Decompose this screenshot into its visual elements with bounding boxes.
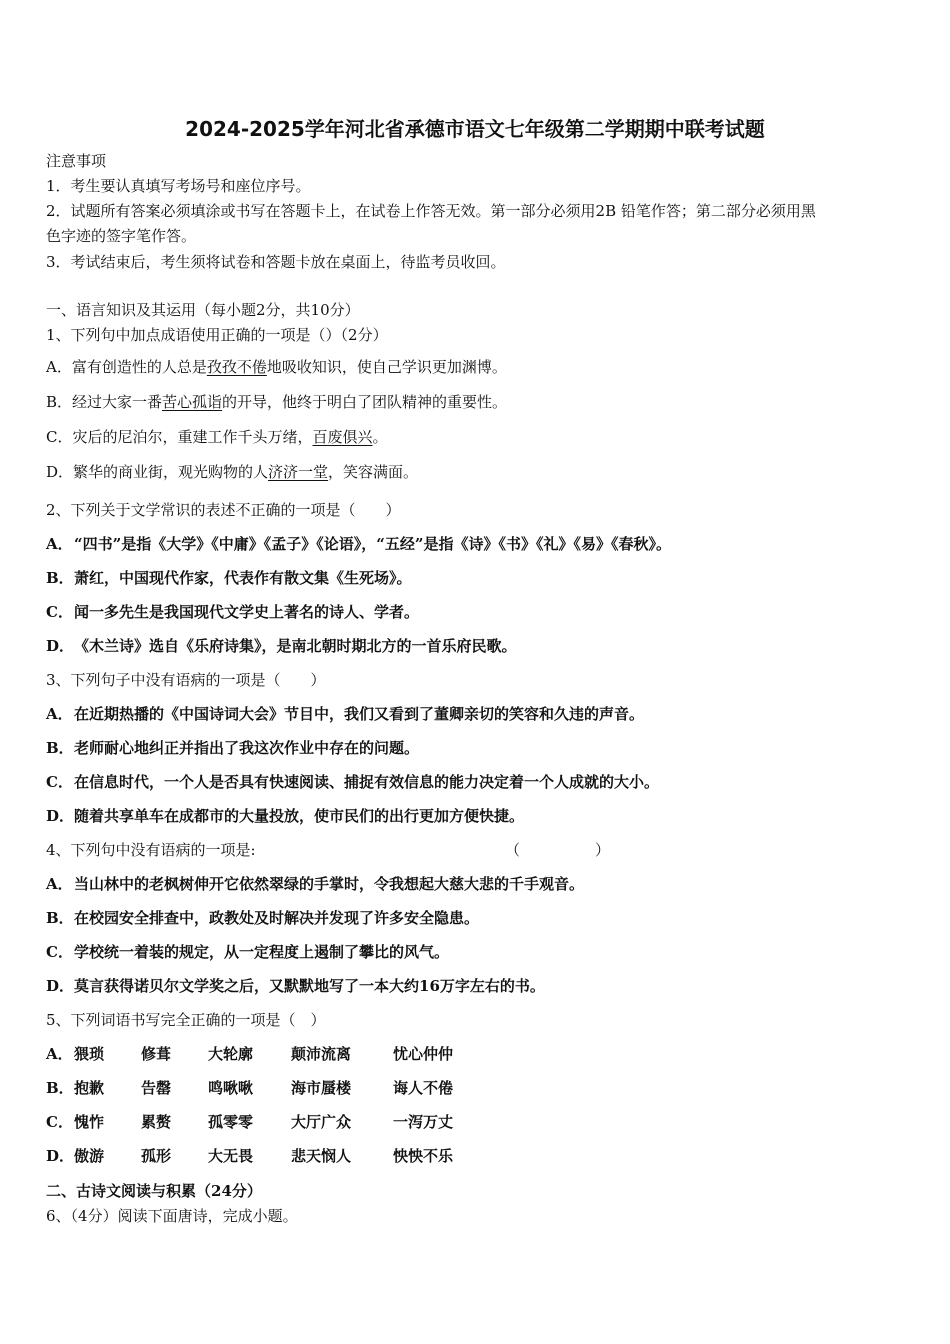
- q2-option: [46, 567, 412, 589]
- word: 孤形: [141, 1147, 172, 1165]
- option-label: D．: [46, 637, 75, 655]
- page-title: 2024-2025学年河北省承德市语文七年级第二学期期中联考试题: [185, 117, 765, 141]
- option-label: A．: [46, 705, 73, 723]
- notice-item: 2．试题所有答案必须填涂或书写在答题卡上，在试卷上作答无效。第一部分必须用2B 铅笔作答；第二部分必须用黑: [46, 202, 816, 220]
- q1-option-b: [46, 391, 507, 413]
- word: 告罄: [141, 1079, 172, 1097]
- option-text: 在近期热播的《中国诗词大会》节目中，我们又看到了董卿亲切的笑容和久违的声音。: [74, 705, 645, 723]
- option-text: 在校园安全排查中，政教处及时解决并发现了许多安全隐患。: [74, 909, 480, 927]
- option-label: B．: [46, 739, 74, 757]
- option-text: B．经过大家一番: [46, 393, 163, 411]
- q4-option: [46, 907, 479, 929]
- q3-option: [46, 737, 419, 759]
- notice-heading: 注意事项: [46, 152, 107, 170]
- option-label: D．: [46, 1147, 75, 1165]
- option-label: A．: [46, 535, 73, 553]
- q2-option: [46, 635, 517, 657]
- option-text: “四书”是指《大学》《中庸》《孟子》《论语》，“五经”是指《诗》《书》《礼》《易》《春秋》。: [74, 535, 672, 553]
- option-label: D．: [46, 977, 75, 995]
- option-text: 在信息时代，一个人是否具有快速阅读、捕捉有效信息的能力决定着一个人成就的大小。: [74, 773, 660, 791]
- word: 大厅广众: [291, 1113, 352, 1131]
- word: 颠沛流离: [291, 1045, 352, 1063]
- q5-option: [46, 1111, 453, 1133]
- q1-option-d: [46, 461, 418, 483]
- question-stem: 5、下列词语书写完全正确的一项是（ ）: [46, 1011, 326, 1029]
- question-stem: 6、（4分）阅读下面唐诗，完成小题。: [46, 1207, 298, 1225]
- notice-item: 3．考试结束后，考生须将试卷和答题卡放在桌面上，待监考员收回。: [46, 253, 506, 271]
- option-text: 随着共享单车在成都市的大量投放，使市民们的出行更加方便快捷。: [74, 807, 525, 825]
- option-label: C．: [46, 1113, 73, 1131]
- q3-option: [46, 771, 659, 793]
- option-text: A．富有创造性的人总是: [46, 358, 207, 376]
- word: 修葺: [141, 1045, 172, 1063]
- option-text: 萧红，中国现代作家，代表作有散文集《生死场》。: [74, 569, 412, 587]
- option-label: B．: [46, 909, 74, 927]
- q5-option: [46, 1077, 453, 1099]
- question-stem: 1、下列句中加点成语使用正确的一项是（）（2分）: [46, 326, 388, 344]
- option-text: 的开导，他终于明白了团队精神的重要性。: [222, 393, 508, 411]
- option-text: 地吸收知识，使自己学识更加渊博。: [266, 358, 507, 376]
- word: 怏怏不乐: [393, 1147, 454, 1165]
- idiom-underlined: 济济一堂: [268, 463, 329, 481]
- option-label: C．: [46, 943, 73, 961]
- idiom-underlined: 苦心孤诣: [162, 393, 223, 411]
- word: 鸣啾啾: [208, 1079, 254, 1097]
- q1-option-a: [46, 356, 507, 378]
- q4-option: [46, 941, 449, 963]
- question-stem: 2、下列关于文学常识的表述不正确的一项是（ ）: [46, 501, 401, 519]
- q4-option: [46, 975, 545, 997]
- option-text: 老师耐心地纠正并指出了我这次作业中存在的问题。: [74, 739, 420, 757]
- option-label: D．: [46, 807, 75, 825]
- option-label: A．: [46, 1045, 73, 1063]
- word: 悲天悯人: [291, 1147, 352, 1165]
- option-label: B．: [46, 1079, 74, 1097]
- question-stem: 4、下列句中没有语病的一项是:: [46, 841, 256, 859]
- question-stem: 3、下列句子中没有语病的一项是（ ）: [46, 671, 326, 689]
- option-text: 。: [372, 428, 388, 446]
- q4-option: [46, 873, 584, 895]
- option-text: 当山林中的老枫树伸开它依然翠绿的手掌时，令我想起大慈大悲的千手观音。: [74, 875, 585, 893]
- option-label: C．: [46, 603, 73, 621]
- word: 累赘: [141, 1113, 172, 1131]
- word: 海市蜃楼: [291, 1079, 352, 1097]
- option-text: ，笑容满面。: [328, 463, 419, 481]
- q2-option: [46, 601, 419, 623]
- q5-option: [46, 1043, 453, 1065]
- word: 傲游: [74, 1147, 105, 1165]
- option-label: C．: [46, 773, 73, 791]
- section-heading: 二、古诗文阅读与积累（24分）: [46, 1182, 262, 1200]
- option-text: 闻一多先生是我国现代文学史上著名的诗人、学者。: [74, 603, 420, 621]
- q1-option-c: [46, 426, 388, 448]
- idiom-underlined: 百废俱兴: [312, 428, 373, 446]
- idiom-underlined: 孜孜不倦: [206, 358, 267, 376]
- word: 抱歉: [74, 1079, 105, 1097]
- section-heading: 一、语言知识及其运用（每小题2分，共10分）: [46, 301, 360, 319]
- notice-item: 1．考生要认真填写考场号和座位序号。: [46, 177, 311, 195]
- word: 大无畏: [208, 1147, 254, 1165]
- option-text: D．繁华的商业街，观光购物的人: [46, 463, 269, 481]
- word: 猥琐: [74, 1045, 105, 1063]
- word: 诲人不倦: [393, 1079, 454, 1097]
- option-text: 莫言获得诺贝尔文学奖之后，又默默地写了一本大约16万字左右的书。: [74, 977, 545, 995]
- q2-option: [46, 533, 671, 555]
- word: 愧怍: [74, 1113, 105, 1131]
- word: 忧心仲仲: [393, 1045, 454, 1063]
- word: 大轮廓: [208, 1045, 254, 1063]
- option-label: A．: [46, 875, 73, 893]
- option-text: 学校统一着装的规定，从一定程度上遏制了攀比的风气。: [74, 943, 450, 961]
- notice-item: 色字迹的签字笔作答。: [46, 227, 197, 245]
- answer-paren: （ ）: [505, 841, 611, 859]
- word: 一泻万丈: [393, 1113, 454, 1131]
- option-label: B．: [46, 569, 74, 587]
- q3-option: [46, 703, 644, 725]
- option-text: C．灾后的尼泊尔，重建工作千头万绪，: [46, 428, 313, 446]
- word: 孤零零: [208, 1113, 254, 1131]
- option-text: 《木兰诗》选自《乐府诗集》，是南北朝时期北方的一首乐府民歌。: [74, 637, 517, 655]
- q3-option: [46, 805, 524, 827]
- q5-option: [46, 1145, 453, 1167]
